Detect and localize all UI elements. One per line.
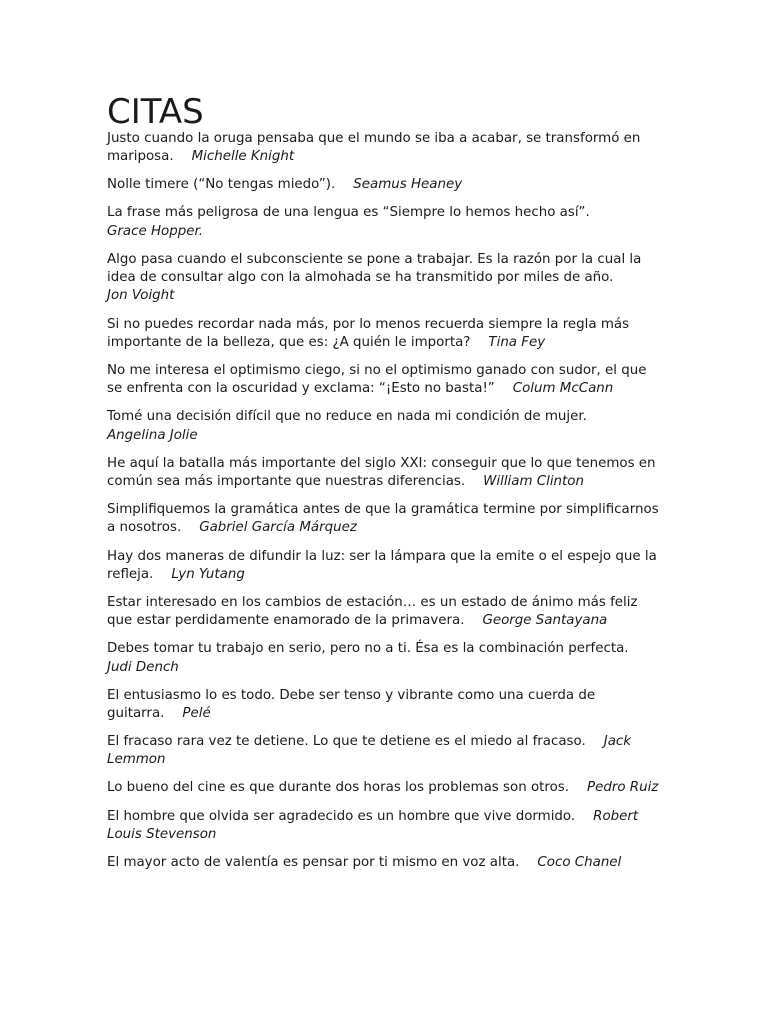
- quote-text: Tomé una decisión difícil que no reduce en nada mi condición de mujer.: [107, 409, 587, 425]
- quote-item: [107, 251, 663, 306]
- quote-text: Debes tomar tu trabajo en serio, pero no a ti. Ésa es la combinación perfecta.: [107, 641, 629, 657]
- quote-author: Jack Lemmon: [107, 734, 632, 768]
- quote-author: Lyn Yutang: [171, 566, 245, 582]
- quote-author: Gabriel García Márquez: [199, 520, 357, 536]
- quote-text: El fracaso rara vez te detiene. Lo que te detiene es el miedo al fracaso.: [107, 734, 586, 750]
- quote-text: El mayor acto de valentía es pensar por ti mismo en voz alta.: [107, 854, 520, 870]
- quote-author: William Clinton: [483, 474, 584, 490]
- quote-item: [107, 455, 663, 492]
- quote-author: Pelé: [182, 705, 211, 721]
- quote-text: Algo pasa cuando el subconsciente se pone a trabajar. Es la razón por la cual la idea de consultar algo con la almohada se ha transmitido por miles de año.: [107, 251, 642, 286]
- quote-item: [107, 316, 663, 353]
- quote-item: [107, 176, 663, 194]
- quote-text: No me interesa el optimismo ciego, si no el optimismo ganado con sudor, el que se enfrenta con la oscuridad y exclama: “¡Esto no basta!”: [107, 362, 647, 397]
- quote-item: [107, 733, 663, 770]
- quote-text: Lo bueno del cine es que durante dos horas los problemas son otros.: [107, 780, 570, 796]
- quote-item: [107, 130, 663, 167]
- quote-item: [107, 687, 663, 724]
- quote-text: Estar interesado en los cambios de estación… es un estado de ánimo más feliz que estar perdidamente enamorado de la primavera.: [107, 594, 638, 629]
- quote-text: He aquí la batalla más importante del siglo XXI: conseguir que lo que tenemos en común sea más importante que nuestras diferencias.: [107, 455, 656, 490]
- quote-item: [107, 594, 663, 631]
- quote-author: Judi Dench: [107, 659, 179, 675]
- quote-text: Hay dos maneras de difundir la luz: ser la lámpara que la emite o el espejo que la refleja.: [107, 548, 657, 582]
- quote-author: Robert Louis Stevenson: [107, 808, 639, 842]
- quote-author: Colum McCann: [512, 381, 614, 397]
- quote-author: Seamus Heaney: [353, 177, 463, 193]
- quote-item: [107, 548, 663, 585]
- document-page: [107, 92, 663, 882]
- quote-item: [107, 808, 663, 845]
- quote-author: Grace Hopper.: [107, 223, 203, 239]
- quote-author: Jon Voight: [107, 288, 175, 304]
- quote-item: [107, 854, 663, 872]
- quote-text: Nolle timere (“No tengas miedo”).: [107, 177, 336, 193]
- quote-text: Justo cuando la oruga pensaba que el mundo se iba a acabar, se transformó en mariposa.: [107, 131, 641, 165]
- quote-author: Tina Fey: [488, 334, 546, 350]
- quote-item: [107, 362, 663, 399]
- quote-author: Angelina Jolie: [107, 427, 198, 443]
- quote-text: El entusiasmo lo es todo. Debe ser tenso y vibrante como una cuerda de guitarra.: [107, 687, 596, 721]
- quote-author: Michelle Knight: [191, 149, 295, 165]
- quote-text: La frase más peligrosa de una lengua es “Siempre lo hemos hecho así”.: [107, 205, 590, 221]
- page-title: CITAS: [107, 92, 204, 132]
- quote-text: Simplifiquemos la gramática antes de que la gramática termine por simplificarnos a nosotros.: [107, 502, 659, 536]
- quote-item: [107, 204, 663, 241]
- quote-text: El hombre que olvida ser agradecido es un hombre que vive dormido.: [107, 808, 576, 824]
- quote-author: Pedro Ruiz: [587, 780, 659, 796]
- quote-item: [107, 501, 663, 538]
- quote-author: Coco Chanel: [537, 854, 622, 870]
- quote-author: George Santayana: [482, 613, 608, 629]
- quote-item: [107, 408, 663, 445]
- quote-item: [107, 640, 663, 677]
- quote-item: [107, 779, 663, 797]
- quote-text: Si no puedes recordar nada más, por lo menos recuerda siempre la regla más importante de la belleza, que es: ¿A quién le importa?: [107, 316, 630, 350]
